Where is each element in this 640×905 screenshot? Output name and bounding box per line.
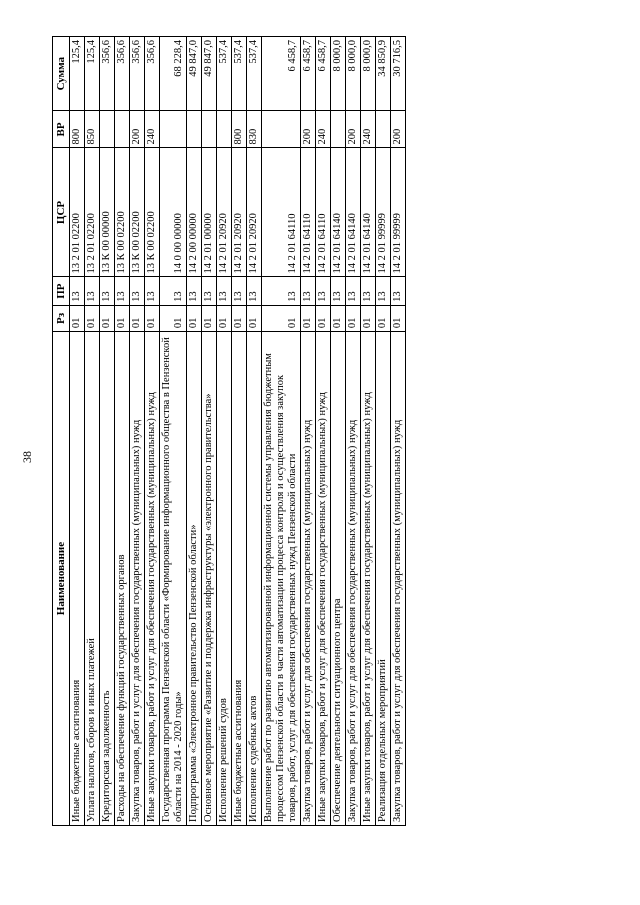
- table-row: [262, 37, 301, 826]
- cell-rz: 01: [160, 305, 187, 331]
- header-csr: ЦСР: [53, 148, 70, 277]
- table-row: [346, 37, 361, 826]
- cell-rz: 01: [85, 305, 100, 331]
- cell-csr: 13 2 01 02200: [70, 148, 85, 277]
- cell-vr: [376, 111, 391, 148]
- cell-name: Закупка товаров, работ и услуг для обеспечения государственных (муниципальных) нужд: [346, 332, 361, 826]
- cell-sum: 125,4: [70, 37, 85, 111]
- cell-sum: 34 850,9: [376, 37, 391, 111]
- cell-csr: 13 К 00 02200: [115, 148, 130, 277]
- cell-pr: 13: [130, 277, 145, 305]
- cell-rz: 01: [316, 305, 331, 331]
- cell-csr: 14 2 01 64140: [346, 148, 361, 277]
- cell-csr: 14 2 01 20920: [247, 148, 262, 277]
- header-sum: Сумма: [53, 37, 70, 111]
- cell-rz: 01: [187, 305, 202, 331]
- budget-table: [52, 36, 406, 826]
- cell-pr: 13: [70, 277, 85, 305]
- cell-name: Закупка товаров, работ и услуг для обеспечения государственных (муниципальных) нужд: [130, 332, 145, 826]
- cell-name: Закупка товаров, работ и услуг для обеспечения государственных (муниципальных) нужд: [301, 332, 316, 826]
- cell-pr: 13: [100, 277, 115, 305]
- header-name: Наименование: [53, 332, 70, 826]
- cell-sum: 49 847,0: [187, 37, 202, 111]
- cell-vr: 830: [247, 111, 262, 148]
- cell-pr: 13: [262, 277, 301, 305]
- cell-name: Иные бюджетные ассигнования: [232, 332, 247, 826]
- cell-pr: 13: [202, 277, 217, 305]
- table-header-row: [53, 37, 70, 826]
- cell-pr: 13: [391, 277, 406, 305]
- cell-csr: 14 2 00 00000: [187, 148, 202, 277]
- cell-csr: 14 2 01 64140: [331, 148, 346, 277]
- cell-csr: 14 2 01 64110: [262, 148, 301, 277]
- cell-csr: 14 2 01 64110: [301, 148, 316, 277]
- page-number-text: 38: [20, 451, 34, 463]
- cell-csr: 14 2 01 99999: [376, 148, 391, 277]
- cell-name: Основное мероприятие «Развитие и поддержка инфраструктуры «электронного правительства»: [202, 332, 217, 826]
- cell-vr: 200: [301, 111, 316, 148]
- cell-vr: 200: [130, 111, 145, 148]
- cell-rz: 01: [217, 305, 232, 331]
- cell-csr: 13 К 00 02200: [145, 148, 160, 277]
- table-row: [376, 37, 391, 826]
- cell-vr: 800: [232, 111, 247, 148]
- cell-csr: 13 К 00 00000: [100, 148, 115, 277]
- cell-csr: 13 К 00 02200: [130, 148, 145, 277]
- cell-csr: 14 0 00 00000: [160, 148, 187, 277]
- cell-vr: [160, 111, 187, 148]
- cell-sum: 537,4: [217, 37, 232, 111]
- cell-vr: 800: [70, 111, 85, 148]
- cell-name: Реализация отдельных мероприятий: [376, 332, 391, 826]
- cell-csr: 14 2 01 20920: [232, 148, 247, 277]
- table-row: [85, 37, 100, 826]
- cell-name: Иные бюджетные ассигнования: [70, 332, 85, 826]
- cell-name: Исполнение судебных актов: [247, 332, 262, 826]
- cell-pr: 13: [217, 277, 232, 305]
- table-row: [331, 37, 346, 826]
- cell-rz: 01: [232, 305, 247, 331]
- cell-name: Кредиторская задолженность: [100, 332, 115, 826]
- cell-rz: 01: [262, 305, 301, 331]
- table-row: [187, 37, 202, 826]
- cell-pr: 13: [247, 277, 262, 305]
- cell-sum: 8 000,0: [346, 37, 361, 111]
- cell-pr: 13: [331, 277, 346, 305]
- cell-sum: 30 716,5: [391, 37, 406, 111]
- cell-vr: [100, 111, 115, 148]
- cell-csr: 14 2 01 00000: [202, 148, 217, 277]
- page-number: [20, 451, 35, 463]
- cell-vr: 850: [85, 111, 100, 148]
- cell-pr: 13: [160, 277, 187, 305]
- cell-sum: 8 000,0: [361, 37, 376, 111]
- cell-vr: [217, 111, 232, 148]
- cell-name: Обеспечение деятельности ситуационного центра: [331, 332, 346, 826]
- cell-vr: [202, 111, 217, 148]
- cell-vr: [331, 111, 346, 148]
- cell-sum: 537,4: [232, 37, 247, 111]
- cell-pr: 13: [85, 277, 100, 305]
- cell-sum: 537,4: [247, 37, 262, 111]
- cell-vr: [187, 111, 202, 148]
- cell-sum: 6 458,7: [301, 37, 316, 111]
- cell-rz: 01: [115, 305, 130, 331]
- cell-pr: 13: [301, 277, 316, 305]
- table-row: [160, 37, 187, 826]
- cell-name: Иные закупки товаров, работ и услуг для обеспечения государственных (муниципальных) нужд: [361, 332, 376, 826]
- table-row: [232, 37, 247, 826]
- cell-vr: [115, 111, 130, 148]
- cell-vr: 200: [391, 111, 406, 148]
- cell-rz: 01: [376, 305, 391, 331]
- cell-sum: 8 000,0: [331, 37, 346, 111]
- cell-sum: 6 458,7: [316, 37, 331, 111]
- cell-rz: 01: [202, 305, 217, 331]
- cell-sum: 6 458,7: [262, 37, 301, 111]
- cell-sum: 356,6: [145, 37, 160, 111]
- table-row: [115, 37, 130, 826]
- budget-table-rotated: [52, 36, 406, 826]
- cell-rz: 01: [100, 305, 115, 331]
- cell-name: Уплата налогов, сборов и иных платежей: [85, 332, 100, 826]
- cell-vr: [262, 111, 301, 148]
- header-rz: Рз: [53, 305, 70, 331]
- cell-sum: 125,4: [85, 37, 100, 111]
- table-row: [247, 37, 262, 826]
- cell-pr: 13: [346, 277, 361, 305]
- cell-name: Иные закупки товаров, работ и услуг для обеспечения государственных (муниципальных) нужд: [145, 332, 160, 826]
- cell-sum: 49 847,0: [202, 37, 217, 111]
- cell-name: Закупка товаров, работ и услуг для обеспечения государственных (муниципальных) нужд: [391, 332, 406, 826]
- table-row: [100, 37, 115, 826]
- table-row: [301, 37, 316, 826]
- table-body: [70, 37, 406, 826]
- table-row: [217, 37, 232, 826]
- cell-pr: 13: [115, 277, 130, 305]
- cell-rz: 01: [145, 305, 160, 331]
- cell-csr: 14 2 01 64140: [361, 148, 376, 277]
- cell-name: Выполнение работ по развитию автоматизированной информационной системы управления бюджетным процессом Пензенской области в части автоматизации процесса контроля и осуществления закупок товаров, работ, услуг для обеспечения государственных нужд Пензенской области: [262, 332, 301, 826]
- table-row: [202, 37, 217, 826]
- header-pr: ПР: [53, 277, 70, 305]
- table-row: [316, 37, 331, 826]
- cell-rz: 01: [247, 305, 262, 331]
- cell-name: Иные закупки товаров, работ и услуг для обеспечения государственных (муниципальных) нужд: [316, 332, 331, 826]
- header-vr: ВР: [53, 111, 70, 148]
- table-row: [70, 37, 85, 826]
- table-row: [361, 37, 376, 826]
- cell-pr: 13: [145, 277, 160, 305]
- cell-csr: 14 2 01 64110: [316, 148, 331, 277]
- cell-sum: 356,6: [100, 37, 115, 111]
- cell-sum: 68 228,4: [160, 37, 187, 111]
- cell-vr: 240: [316, 111, 331, 148]
- cell-name: Государственная программа Пензенской области «Формирование информационного общества в Пензенской области на 2014 - 2020 годы»: [160, 332, 187, 826]
- cell-sum: 356,6: [115, 37, 130, 111]
- cell-rz: 01: [346, 305, 361, 331]
- cell-name: Подпрограмма «Электронное правительство Пензенской области»: [187, 332, 202, 826]
- cell-rz: 01: [331, 305, 346, 331]
- cell-vr: 240: [145, 111, 160, 148]
- cell-pr: 13: [376, 277, 391, 305]
- cell-vr: 240: [361, 111, 376, 148]
- cell-pr: 13: [361, 277, 376, 305]
- table-row: [391, 37, 406, 826]
- cell-csr: 13 2 01 02200: [85, 148, 100, 277]
- cell-pr: 13: [316, 277, 331, 305]
- cell-name: Расходы на обеспечение функций государственных органов: [115, 332, 130, 826]
- cell-rz: 01: [301, 305, 316, 331]
- cell-pr: 13: [232, 277, 247, 305]
- table-row: [130, 37, 145, 826]
- table-row: [145, 37, 160, 826]
- cell-name: Исполнение решений судов: [217, 332, 232, 826]
- cell-rz: 01: [70, 305, 85, 331]
- cell-csr: 14 2 01 20920: [217, 148, 232, 277]
- cell-rz: 01: [391, 305, 406, 331]
- cell-csr: 14 2 01 99999: [391, 148, 406, 277]
- cell-rz: 01: [361, 305, 376, 331]
- cell-vr: 200: [346, 111, 361, 148]
- cell-rz: 01: [130, 305, 145, 331]
- cell-pr: 13: [187, 277, 202, 305]
- cell-sum: 356,6: [130, 37, 145, 111]
